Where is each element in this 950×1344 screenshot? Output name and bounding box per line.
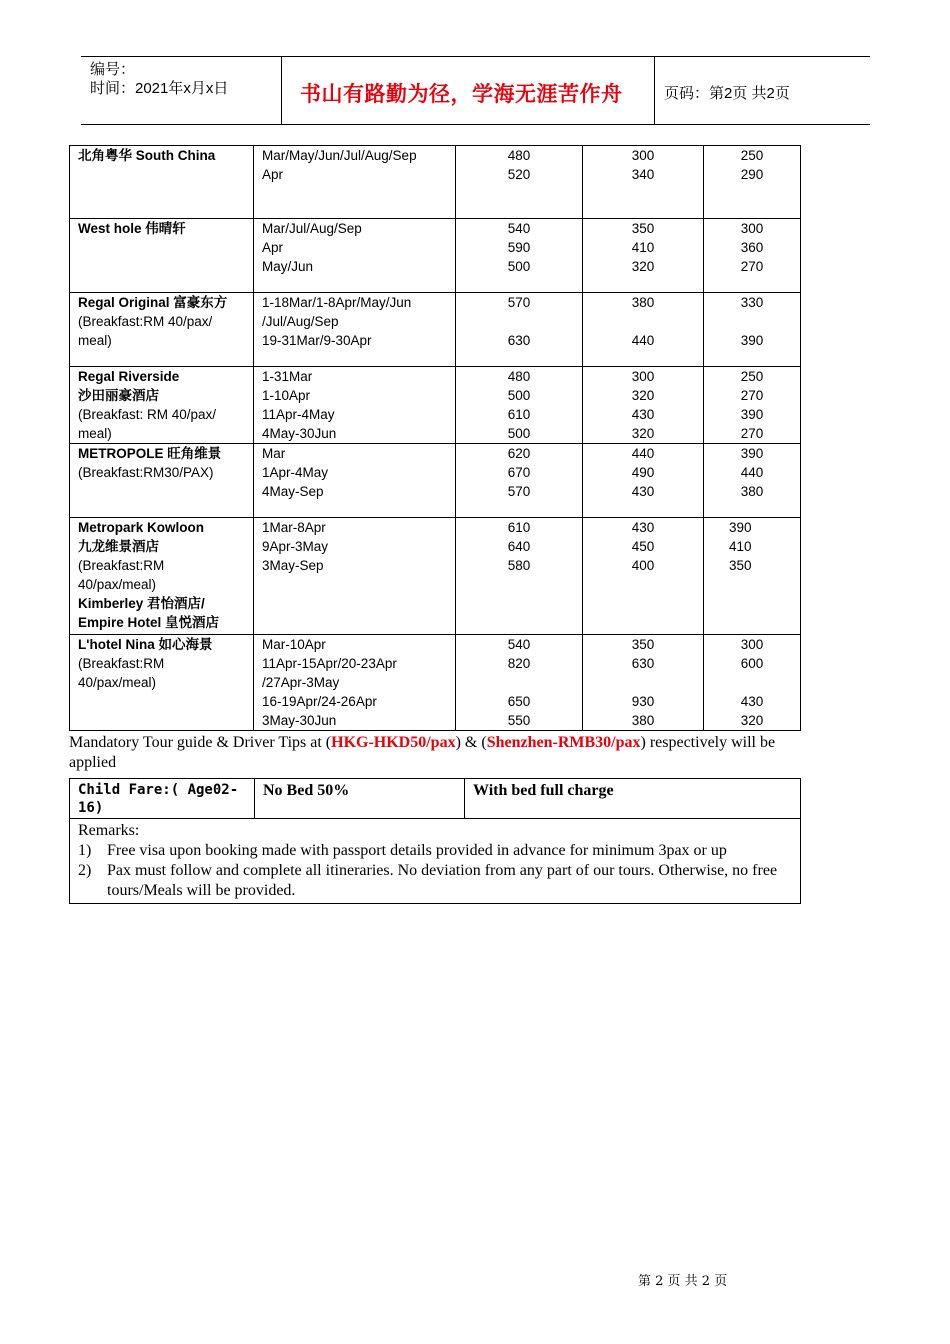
rate-cell-line: 670 bbox=[507, 465, 531, 480]
period-cell-line: /Jul/Aug/Sep bbox=[262, 314, 339, 329]
rate-cell-line: 250 bbox=[740, 148, 764, 163]
hotel-name-cell-line: 40/pax/meal) bbox=[78, 577, 157, 592]
remark-number: 2) bbox=[78, 862, 92, 879]
period-cell-line bbox=[262, 184, 455, 203]
period-cell bbox=[254, 518, 456, 635]
rate-cell bbox=[456, 146, 583, 219]
header-divider bbox=[281, 56, 282, 124]
rate-cell-line: 430 bbox=[631, 484, 655, 499]
rate-cell-line: 270 bbox=[740, 426, 764, 441]
header-divider bbox=[654, 56, 655, 124]
remark-text: Free visa upon booking made with passport details provided in advance for minimum 3pax or up bbox=[107, 842, 727, 859]
period-cell bbox=[254, 444, 456, 518]
rate-cell-line bbox=[456, 184, 582, 203]
period-cell-line: Mar bbox=[262, 446, 286, 461]
period-cell-line: 1Apr-4May bbox=[262, 465, 329, 480]
rate-cell bbox=[456, 219, 583, 293]
rate-cell-line: 380 bbox=[631, 713, 655, 728]
rate-cell-line: 500 bbox=[507, 426, 531, 441]
rate-cell-line: 350 bbox=[631, 221, 655, 236]
rate-cell-line: 640 bbox=[507, 539, 531, 554]
rate-cell-line: 520 bbox=[507, 167, 531, 182]
rate-cell-line: 550 bbox=[507, 713, 531, 728]
rate-cell-line: 450 bbox=[631, 539, 655, 554]
period-cell-line: 1-31Mar bbox=[262, 369, 313, 384]
rate-cell-line: 410 bbox=[729, 539, 752, 554]
hotel-name-cell bbox=[70, 518, 254, 635]
period-cell-line: 1-10Apr bbox=[262, 388, 311, 403]
period-cell-line: 9Apr-3May bbox=[262, 539, 329, 554]
rate-cell-line: 380 bbox=[740, 484, 764, 499]
period-cell-line: 3May-Sep bbox=[262, 558, 324, 573]
rate-cell-line: 490 bbox=[631, 465, 655, 480]
rate-cell bbox=[456, 293, 583, 367]
hotel-name-cell-line: Regal Riverside bbox=[78, 369, 180, 384]
hotel-name-cell bbox=[70, 219, 254, 293]
header-number-label: 编号： bbox=[90, 61, 136, 78]
rate-cell bbox=[583, 293, 704, 367]
rate-cell-line: 390 bbox=[729, 520, 752, 535]
rate-cell-line: 600 bbox=[740, 656, 764, 671]
rate-cell-line bbox=[456, 312, 582, 331]
rate-cell-line bbox=[583, 673, 703, 692]
rate-cell-line: 270 bbox=[740, 388, 764, 403]
rate-cell-line: 590 bbox=[507, 240, 531, 255]
hotel-rates-table bbox=[69, 145, 801, 731]
rate-cell-line: 440 bbox=[631, 333, 655, 348]
rate-cell-line: 320 bbox=[631, 259, 655, 274]
hotel-row bbox=[70, 146, 801, 219]
header-top-rule bbox=[81, 56, 870, 57]
rate-cell bbox=[456, 367, 583, 444]
remark-item bbox=[78, 841, 792, 861]
period-cell-line: Mar/May/Jun/Jul/Aug/Sep bbox=[262, 148, 417, 163]
hotel-name-cell-line: 沙田丽豪酒店 bbox=[78, 388, 159, 403]
rate-cell bbox=[583, 444, 704, 518]
rate-cell bbox=[583, 518, 704, 635]
child-fare-label: Child Fare:( Age02-16) bbox=[70, 779, 255, 819]
hotel-name-cell-line: L'hotel Nina 如心海景 bbox=[78, 637, 213, 652]
rate-cell-line: 430 bbox=[740, 694, 764, 709]
period-cell-line: 4May-30Jun bbox=[262, 426, 337, 441]
period-cell-line: 1-18Mar/1-8Apr/May/Jun bbox=[262, 295, 412, 310]
rate-cell-line: 570 bbox=[507, 484, 531, 499]
rate-cell-line: 430 bbox=[631, 407, 655, 422]
rate-cell bbox=[456, 518, 583, 635]
hotel-name-cell-line: (Breakfast:RM bbox=[78, 558, 165, 573]
period-cell-line: 19-31Mar/9-30Apr bbox=[262, 333, 372, 348]
period-cell-line: Mar/Jul/Aug/Sep bbox=[262, 221, 362, 236]
period-cell-line: May/Jun bbox=[262, 259, 314, 274]
rate-cell bbox=[704, 219, 801, 293]
hotel-name-cell-line: (Breakfast: RM 40/pax/ bbox=[78, 407, 217, 422]
hotel-name-cell-line: (Breakfast:RM 40/pax/ bbox=[78, 314, 213, 329]
rate-cell-line: 650 bbox=[507, 694, 531, 709]
tips-middle: ) & ( bbox=[455, 734, 487, 751]
period-cell bbox=[254, 146, 456, 219]
rate-cell-line: 290 bbox=[740, 167, 764, 182]
hotel-name-cell-line: 北角粤华 South China bbox=[78, 148, 216, 163]
rate-cell-line: 380 bbox=[631, 295, 655, 310]
rate-cell-line: 300 bbox=[740, 637, 764, 652]
rate-cell-line: 480 bbox=[507, 148, 531, 163]
rate-cell-line: 350 bbox=[631, 637, 655, 652]
hotel-name-cell-line: West hole 伟晴轩 bbox=[78, 221, 186, 236]
rate-cell bbox=[704, 367, 801, 444]
rate-cell bbox=[583, 367, 704, 444]
rate-cell-line: 580 bbox=[507, 558, 531, 573]
hotel-name-cell-line: METROPOLE 旺角维景 bbox=[78, 446, 222, 461]
hotel-name-cell bbox=[70, 444, 254, 518]
rate-cell-line: 930 bbox=[631, 694, 655, 709]
remarks-title: Remarks: bbox=[78, 822, 140, 839]
header-meta bbox=[90, 60, 228, 98]
rate-cell-line bbox=[704, 312, 800, 331]
period-cell-line: 1Mar-8Apr bbox=[262, 520, 326, 535]
remark-item bbox=[78, 861, 792, 901]
rate-cell-line bbox=[704, 673, 800, 692]
rate-cell-line: 500 bbox=[507, 388, 531, 403]
rate-cell bbox=[704, 518, 801, 635]
rate-cell-line: 320 bbox=[740, 713, 764, 728]
rate-cell-line: 630 bbox=[507, 333, 531, 348]
period-cell-line: 11Apr-15Apr/20-23Apr bbox=[262, 656, 397, 671]
period-cell-line: Apr bbox=[262, 240, 284, 255]
rate-cell-line: 360 bbox=[740, 240, 764, 255]
rate-cell-line: 630 bbox=[631, 656, 655, 671]
tips-prefix: Mandatory Tour guide & Driver Tips at ( bbox=[69, 734, 332, 751]
rate-cell-line bbox=[583, 184, 703, 203]
hotel-name-cell-line: Metropark Kowloon bbox=[78, 520, 205, 535]
hotel-name-cell-line: 40/pax/meal) bbox=[78, 675, 157, 690]
remark-text: Pax must follow and complete all itineraries. No deviation from any part of our tours. Otherwise, no free tours/Meals will be provided. bbox=[107, 862, 778, 899]
hotel-name-cell-line: Empire Hotel 皇悦酒店 bbox=[78, 615, 220, 630]
header-motto: 书山有路勤为径，学海无涯苦作舟 bbox=[300, 82, 623, 106]
rate-cell bbox=[456, 444, 583, 518]
tips-suffix: ) respectively will be applied bbox=[69, 734, 776, 771]
hotel-row bbox=[70, 444, 801, 518]
tips-notice bbox=[69, 733, 809, 773]
rate-cell-line: 430 bbox=[631, 520, 655, 535]
hotel-name-cell bbox=[70, 635, 254, 731]
rate-cell-line: 440 bbox=[631, 446, 655, 461]
remarks-block bbox=[70, 819, 801, 904]
rate-cell-line: 340 bbox=[631, 167, 655, 182]
period-cell bbox=[254, 293, 456, 367]
hotel-name-cell-line: (Breakfast:RM30/PAX) bbox=[78, 465, 214, 480]
tips-hkg: HKG-HKD50/pax bbox=[331, 734, 456, 751]
rate-cell-line: 400 bbox=[631, 558, 655, 573]
rate-cell-line: 500 bbox=[507, 259, 531, 274]
hotel-name-cell bbox=[70, 293, 254, 367]
hotel-name-cell bbox=[70, 367, 254, 444]
rate-cell-line: 330 bbox=[740, 295, 764, 310]
hotel-name-cell-line: (Breakfast:RM bbox=[78, 656, 165, 671]
period-cell-line: Mar-10Apr bbox=[262, 637, 326, 652]
rate-cell-line bbox=[456, 673, 582, 692]
rate-cell-line: 270 bbox=[740, 259, 764, 274]
period-cell-line: 16-19Apr/24-26Apr bbox=[262, 694, 377, 709]
child-fare-with-bed: With bed full charge bbox=[465, 779, 801, 819]
rate-cell bbox=[456, 635, 583, 731]
rate-cell-line: 480 bbox=[507, 369, 531, 384]
child-fare-table bbox=[69, 778, 801, 904]
rate-cell-line: 410 bbox=[631, 240, 655, 255]
hotel-name-cell bbox=[70, 146, 254, 219]
hotel-name-cell-line: Kimberley 君怡酒店/ bbox=[78, 596, 205, 611]
rate-cell bbox=[704, 635, 801, 731]
period-cell-line: 3May-30Jun bbox=[262, 713, 337, 728]
period-cell-line: 4May-Sep bbox=[262, 484, 324, 499]
remark-number: 1) bbox=[78, 842, 92, 859]
rate-cell-line: 540 bbox=[507, 221, 531, 236]
hotel-name-cell-line: meal) bbox=[78, 426, 112, 441]
rate-cell-line: 570 bbox=[507, 295, 531, 310]
rate-cell-line: 320 bbox=[631, 426, 655, 441]
rate-cell bbox=[583, 219, 704, 293]
tips-shenzhen: Shenzhen-RMB30/pax bbox=[486, 734, 641, 751]
hotel-row bbox=[70, 367, 801, 444]
rate-cell-line: 350 bbox=[729, 558, 752, 573]
rate-cell-line: 540 bbox=[507, 637, 531, 652]
hotel-row bbox=[70, 518, 801, 635]
period-cell bbox=[254, 367, 456, 444]
rate-cell bbox=[704, 146, 801, 219]
hotel-row bbox=[70, 293, 801, 367]
rate-cell-line: 610 bbox=[507, 407, 531, 422]
rate-cell-line: 300 bbox=[740, 221, 764, 236]
header-page-info: 页码：第2页 共2页 bbox=[664, 85, 790, 102]
rate-cell-line: 610 bbox=[507, 520, 531, 535]
rate-cell-line: 390 bbox=[740, 446, 764, 461]
rate-cell-line: 250 bbox=[740, 369, 764, 384]
header-bottom-rule bbox=[81, 124, 870, 125]
hotel-name-cell-line: 九龙维景酒店 bbox=[78, 539, 159, 554]
rate-cell-line: 440 bbox=[740, 465, 764, 480]
rate-cell-line: 820 bbox=[507, 656, 531, 671]
footer-page-number: 第 2 页 共 2 页 bbox=[638, 1274, 728, 1289]
child-fare-no-bed: No Bed 50% bbox=[255, 779, 465, 819]
header-time-label: 时间：2021年x月x日 bbox=[90, 80, 229, 97]
hotel-name-cell-line: meal) bbox=[78, 333, 112, 348]
rate-cell-line: 320 bbox=[631, 388, 655, 403]
rate-cell-line bbox=[704, 184, 800, 203]
hotel-name-cell-line: Regal Original 富豪东方 bbox=[78, 295, 228, 310]
period-cell-line: Apr bbox=[262, 167, 284, 182]
rate-cell-line: 390 bbox=[740, 333, 764, 348]
rate-cell-line: 390 bbox=[740, 407, 764, 422]
hotel-row bbox=[70, 219, 801, 293]
rate-cell-line: 300 bbox=[631, 369, 655, 384]
hotel-row bbox=[70, 635, 801, 731]
rate-cell bbox=[704, 444, 801, 518]
rate-cell-line bbox=[583, 312, 703, 331]
period-cell-line: 11Apr-4May bbox=[262, 407, 335, 422]
period-cell bbox=[254, 635, 456, 731]
period-cell bbox=[254, 219, 456, 293]
period-cell-line: /27Apr-3May bbox=[262, 675, 340, 690]
rate-cell bbox=[704, 293, 801, 367]
hotel-name-cell-line bbox=[78, 482, 253, 501]
rate-cell bbox=[583, 146, 704, 219]
rate-cell bbox=[583, 635, 704, 731]
rate-cell-line: 300 bbox=[631, 148, 655, 163]
rate-cell-line: 620 bbox=[507, 446, 531, 461]
